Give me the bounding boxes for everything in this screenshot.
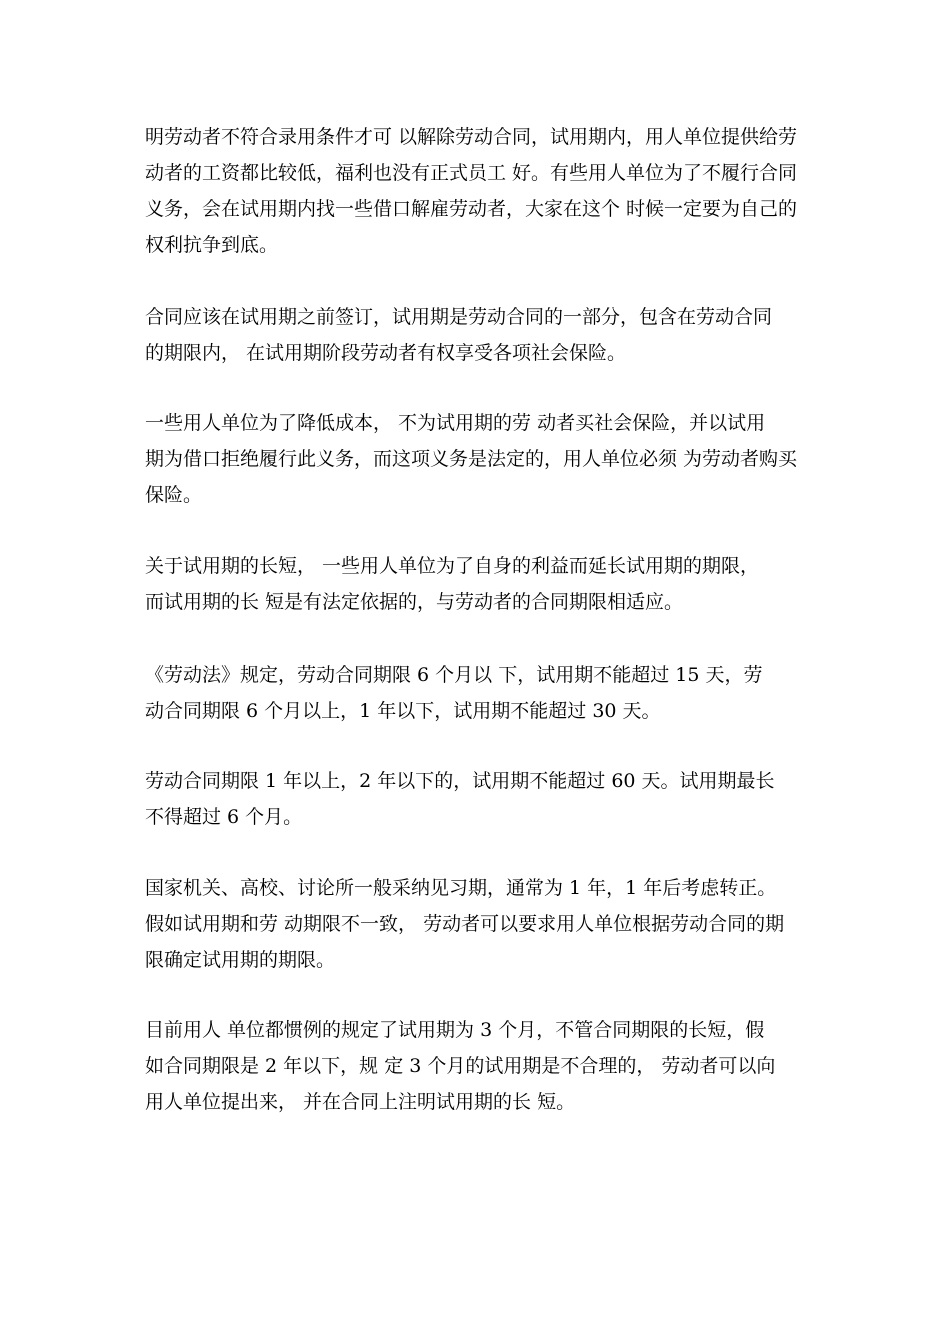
paragraph-2 — [145, 299, 810, 371]
text-line: 假如试用期和劳 动期限不一致， 劳动者可以要求用人单位根据劳动合同的期 — [145, 913, 785, 935]
text-line: 劳动合同期限 1 年以上，2 年以下的，试用期不能超过 60 天。试用期最长 — [145, 770, 775, 792]
text-line: 目前用人 单位都惯例的规定了试用期为 3 个月，不管合同期限的长短，假 — [145, 1019, 765, 1041]
text-line: 义务，会在试用期内找一些借口解雇劳动者，大家在这个 时候一定要为自己的 — [145, 198, 798, 220]
paragraph-8 — [145, 1012, 810, 1120]
paragraph-5 — [145, 657, 810, 729]
text-line: 的期限内， 在试用期阶段劳动者有权享受各项社会保险。 — [145, 342, 627, 364]
text-line: 权利抗争到底。 — [145, 234, 279, 256]
text-line: 国家机关、高校、讨论所一般采纳见习期，通常为 1 年，1 年后考虑转正。 — [145, 877, 777, 899]
text-line: 保险。 — [145, 484, 203, 506]
text-line: 用人单位提出来， 并在合同上注明试用期的长 短。 — [145, 1091, 576, 1113]
text-line: 明劳动者不符合录用条件才可 以解除劳动合同，试用期内，用人单位提供给劳 — [145, 126, 798, 148]
text-line: 期为借口拒绝履行此义务，而这项义务是法定的，用人单位必须 为劳动者购买 — [145, 448, 798, 470]
paragraph-3 — [145, 405, 810, 513]
text-line: 关于试用期的长短， 一些用人单位为了自身的利益而延长试用期的期限， — [145, 555, 760, 577]
paragraph-6 — [145, 763, 810, 835]
paragraph-4 — [145, 548, 810, 620]
text-line: 《劳动法》规定，劳动合同期限 6 个月以 下，试用期不能超过 15 天，劳 — [145, 664, 763, 686]
text-line: 不得超过 6 个月。 — [145, 806, 303, 828]
text-line: 一些用人单位为了降低成本， 不为试用期的劳 动者买社会保险，并以试用 — [145, 412, 766, 434]
text-line: 动者的工资都比较低，福利也没有正式员工 好。有些用人单位为了不履行合同 — [145, 162, 798, 184]
text-line: 而试用期的长 短是有法定依据的，与劳动者的合同期限相适应。 — [145, 591, 684, 613]
text-line: 如合同期限是 2 年以下，规 定 3 个月的试用期是不合理的， 劳动者可以向 — [145, 1055, 776, 1077]
text-line: 限确定试用期的期限。 — [145, 949, 336, 971]
text-line: 动合同期限 6 个月以上，1 年以下，试用期不能超过 30 天。 — [145, 700, 661, 722]
text-line: 合同应该在试用期之前签订，试用期是劳动合同的一部分，包含在劳动合同 — [145, 306, 773, 328]
paragraph-1 — [145, 119, 810, 263]
paragraph-7 — [145, 870, 810, 978]
